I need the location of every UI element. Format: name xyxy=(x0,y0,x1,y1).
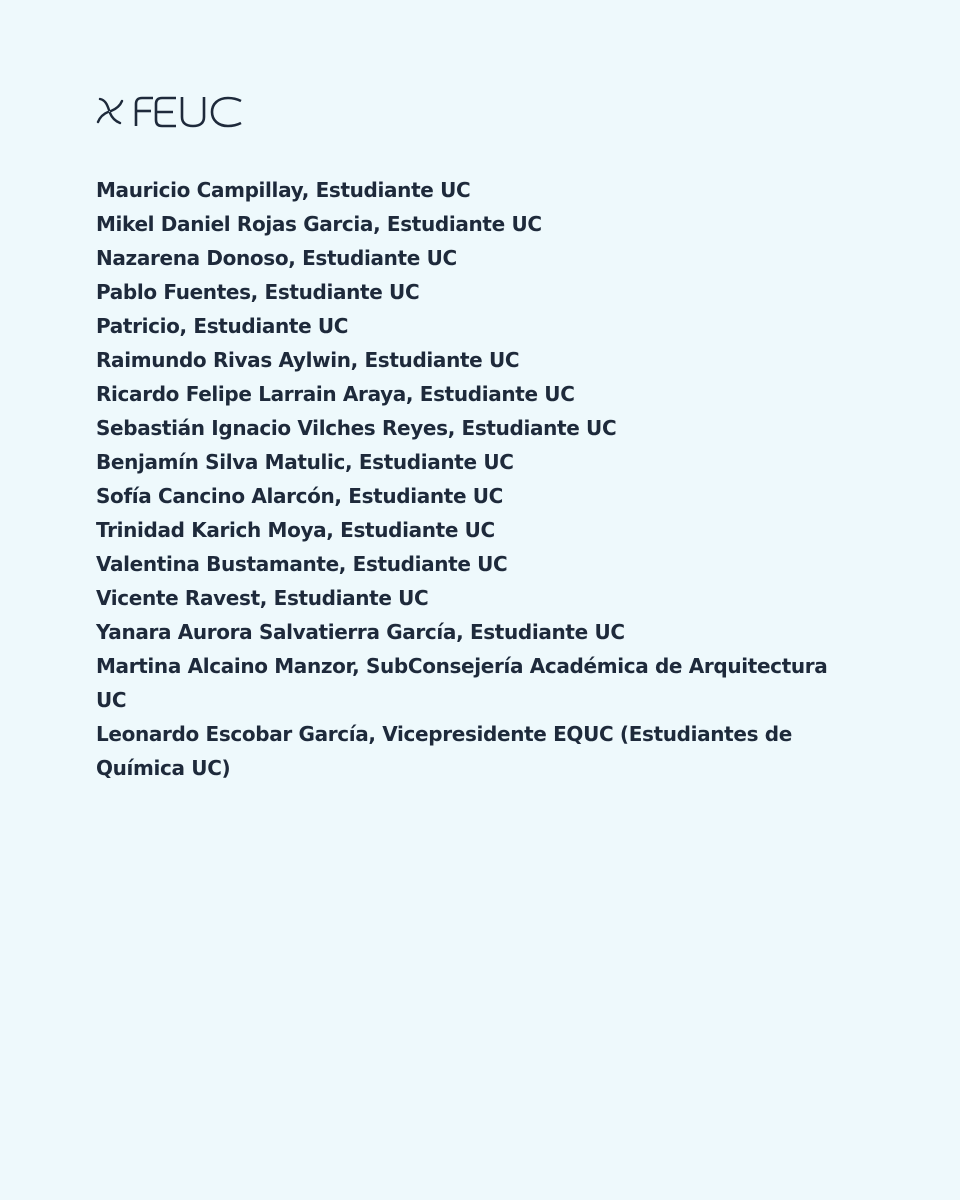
list-item: Sebastián Ignacio Vilches Reyes, Estudiante UC xyxy=(96,416,617,440)
feuc-logo xyxy=(96,95,246,129)
swirl-pinwheel-icon xyxy=(98,99,122,123)
list-item: Ricardo Felipe Larrain Araya, Estudiante UC xyxy=(96,382,575,406)
list-item: Sofía Cancino Alarcón, Estudiante UC xyxy=(96,484,503,508)
list-item: Benjamín Silva Matulic, Estudiante UC xyxy=(96,450,514,474)
list-item: Nazarena Donoso, Estudiante UC xyxy=(96,246,457,270)
list-item: Martina Alcaino Manzor, SubConsejería Académica de Arquitectura UC xyxy=(96,654,828,712)
list-item: Valentina Bustamante, Estudiante UC xyxy=(96,552,508,576)
list-item: Raimundo Rivas Aylwin, Estudiante UC xyxy=(96,348,520,372)
list-item: Yanara Aurora Salvatierra García, Estudiante UC xyxy=(96,620,625,644)
list-item: Leonardo Escobar García, Vicepresidente EQUC (Estudiantes de Química UC) xyxy=(96,722,792,780)
list-item: Patricio, Estudiante UC xyxy=(96,314,349,338)
feuc-wordmark xyxy=(136,97,241,126)
signers-list xyxy=(96,173,864,785)
list-item: Mauricio Campillay, Estudiante UC xyxy=(96,178,471,202)
list-item: Vicente Ravest, Estudiante UC xyxy=(96,586,429,610)
list-item: Pablo Fuentes, Estudiante UC xyxy=(96,280,420,304)
list-item: Mikel Daniel Rojas Garcia, Estudiante UC xyxy=(96,212,542,236)
list-item: Trinidad Karich Moya, Estudiante UC xyxy=(96,518,495,542)
